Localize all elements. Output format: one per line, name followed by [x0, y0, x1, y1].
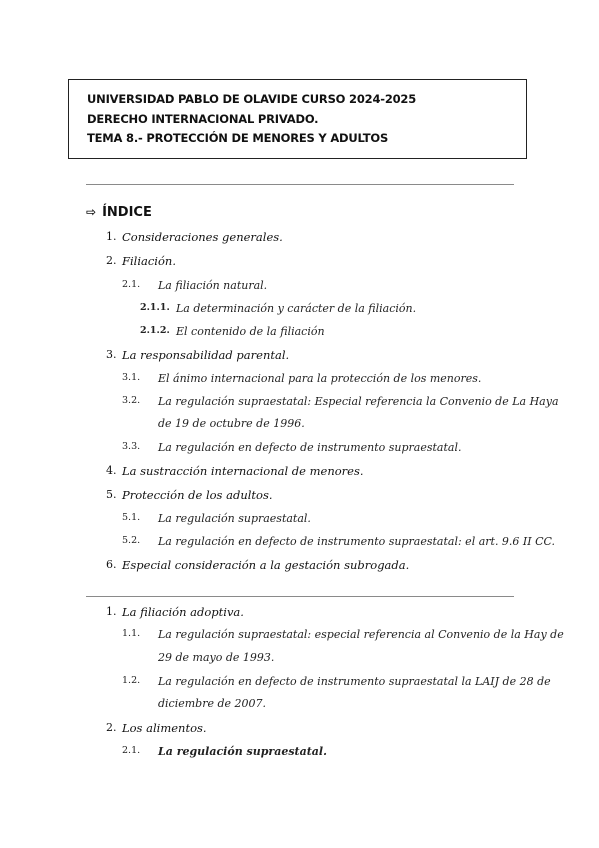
item-number: 4. [106, 464, 117, 477]
item-text: Consideraciones generales. [122, 230, 283, 244]
item-text: La regulación supraestatal: Especial referencia la Convenio de La Haya [158, 395, 559, 408]
header-subject-line: DERECHO INTERNACIONAL PRIVADO. [87, 111, 319, 126]
header-box [68, 79, 527, 159]
item-number: 3.3. [122, 441, 141, 452]
arrow-right-icon: ⇨ [86, 205, 97, 219]
item-text: La filiación natural. [158, 279, 268, 292]
item-text: La regulación en defecto de instrumento supraestatal. [158, 441, 462, 454]
item-text: La sustracción internacional de menores. [122, 464, 364, 478]
item-text: Filiación. [122, 254, 176, 268]
item-number: 2. [106, 254, 117, 267]
item-text: Especial consideración a la gestación subrogada. [122, 558, 410, 572]
divider-top [86, 184, 514, 185]
item-number: 1. [106, 605, 117, 618]
item-number: 2.1.2. [140, 325, 170, 336]
header-topic-line: TEMA 8.- PROTECCIÓN DE MENORES Y ADULTOS [87, 131, 389, 145]
item-number: 1.2. [122, 675, 141, 686]
item-text: La determinación y carácter de la filiación. [176, 302, 417, 315]
item-number: 2.1.1. [140, 302, 170, 313]
index-heading [86, 205, 152, 220]
item-text: Los alimentos. [122, 721, 207, 735]
item-number: 5.1. [122, 512, 141, 523]
item-text: La regulación supraestatal: especial referencia al Convenio de la Hay de [158, 628, 564, 641]
item-number: 1. [106, 230, 117, 243]
item-text: La filiación adoptiva. [122, 605, 244, 619]
item-text: Protección de los adultos. [122, 488, 273, 502]
index-title: ÍNDICE [102, 205, 152, 220]
item-number: 3. [106, 348, 117, 361]
item-text: de 19 de octubre de 1996. [158, 417, 305, 430]
divider-middle [86, 596, 514, 597]
item-text: diciembre de 2007. [158, 697, 267, 710]
item-text: 29 de mayo de 1993. [158, 651, 275, 664]
item-number: 3.2. [122, 395, 141, 406]
item-text: La regulación supraestatal. [158, 745, 327, 758]
item-number: 1.1. [122, 628, 141, 639]
item-text: El ánimo internacional para la protección de los menores. [158, 372, 482, 385]
item-text: La regulación en defecto de instrumento supraestatal: el art. 9.6 II CC. [158, 535, 556, 548]
header-university-line: UNIVERSIDAD PABLO DE OLAVIDE CURSO 2024-2025 [87, 92, 417, 106]
item-number: 2.1. [122, 745, 141, 756]
item-number: 5. [106, 488, 117, 501]
item-text: La regulación en defecto de instrumento supraestatal la LAIJ de 28 de [158, 675, 551, 688]
item-text: La responsabilidad parental. [122, 348, 290, 362]
item-number: 2.1. [122, 279, 141, 290]
item-number: 2. [106, 721, 117, 734]
item-text: El contenido de la filiación [176, 325, 325, 338]
item-number: 3.1. [122, 372, 141, 383]
item-number: 6. [106, 558, 117, 571]
item-text: La regulación supraestatal. [158, 512, 311, 525]
item-number: 5.2. [122, 535, 141, 546]
